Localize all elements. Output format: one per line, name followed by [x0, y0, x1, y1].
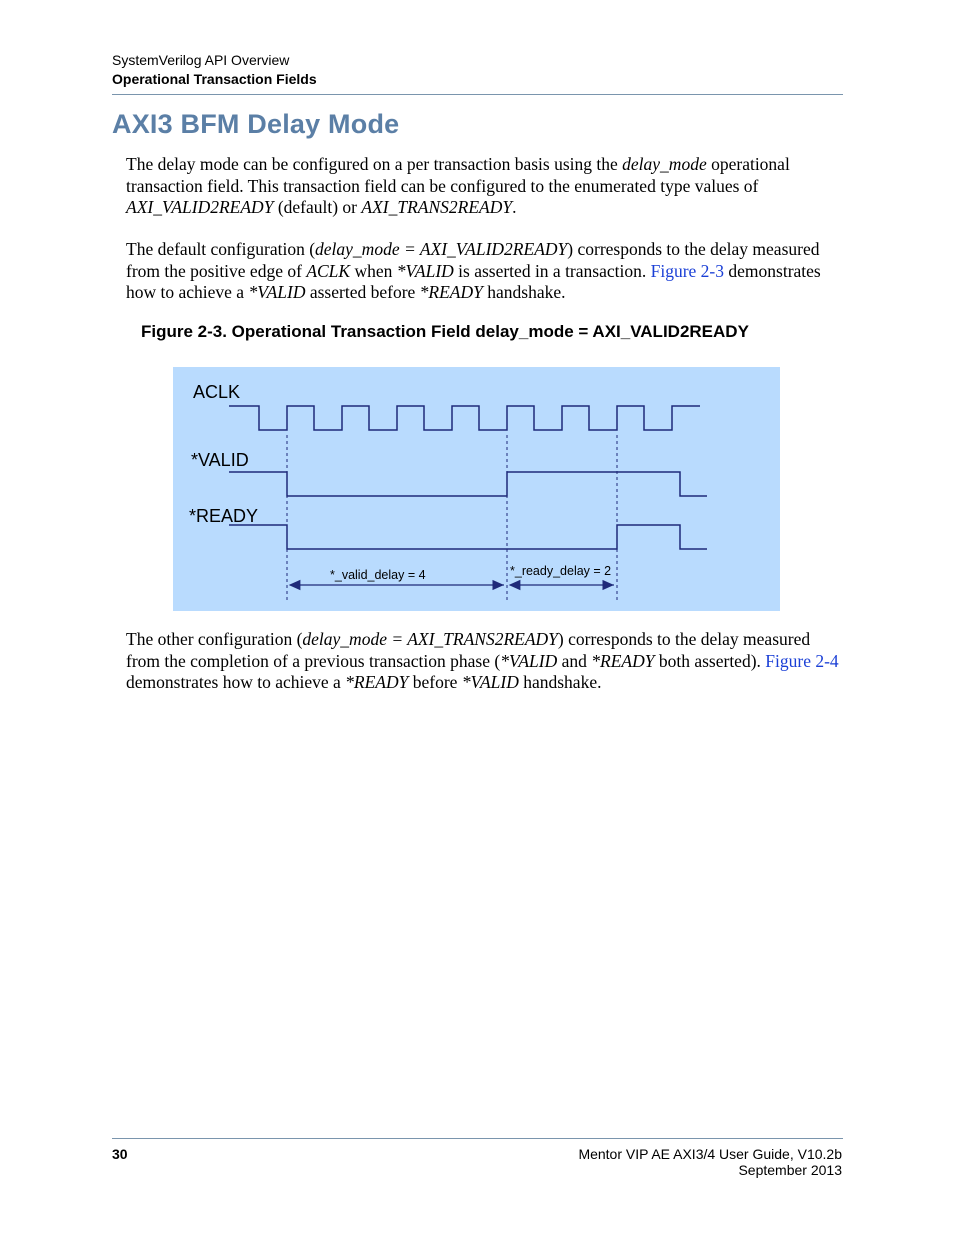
ready-delay-label: *_ready_delay = 2 [510, 564, 612, 578]
valid-delay-label: *_valid_delay = 4 [330, 568, 426, 582]
header-rule [112, 94, 843, 95]
timing-diagram-svg [173, 367, 780, 611]
page-number: 30 [112, 1146, 128, 1162]
timing-diagram [173, 367, 780, 611]
figure-2-4-link[interactable]: Figure 2-4 [765, 650, 839, 671]
ready-waveform [229, 525, 707, 549]
paragraph-default-config: The default configuration (delay_mode = AXI_VALID2READY) corresponds to the delay measured from the positive edge of ACLK when *VALID is asserted in a transaction. Figure 2-3 demonstrates how to achieve a *VALID asserted before *READY handshake. [126, 239, 821, 302]
signal-label-ready: *READY [189, 506, 259, 526]
running-header-section: SystemVerilog API Overview [112, 52, 290, 68]
footer-doc-title: Mentor VIP AE AXI3/4 User Guide, V10.2b [578, 1146, 842, 1162]
section-title: AXI3 BFM Delay Mode [112, 109, 400, 139]
running-header-subsection: Operational Transaction Fields [112, 71, 317, 87]
signal-label-valid: *VALID [191, 450, 249, 470]
valid-waveform [229, 472, 707, 496]
figure-caption: Figure 2-3. Operational Transaction Field delay_mode = AXI_VALID2READY [141, 322, 749, 341]
aclk-waveform [229, 406, 700, 430]
footer-date: September 2013 [738, 1162, 842, 1178]
footer-rule [112, 1138, 843, 1139]
paragraph-delay-mode-intro: The delay mode can be configured on a per transaction basis using the delay_mode operational transaction field. This transaction field can be configured to the enumerated type values of AXI_VALID2READY (default) or AXI_TRANS2READY. [126, 154, 790, 217]
signal-label-aclk: ACLK [193, 382, 241, 402]
figure-2-3-link[interactable]: Figure 2-3 [650, 260, 725, 281]
paragraph-other-config: The other configuration (delay_mode = AXI_TRANS2READY) corresponds to the delay measured from the completion of a previous transaction phase (*VALID and *READY both asserted). Figure 2-4 demonstrates how to achieve a *READY before *VALID handshake. [126, 629, 839, 692]
